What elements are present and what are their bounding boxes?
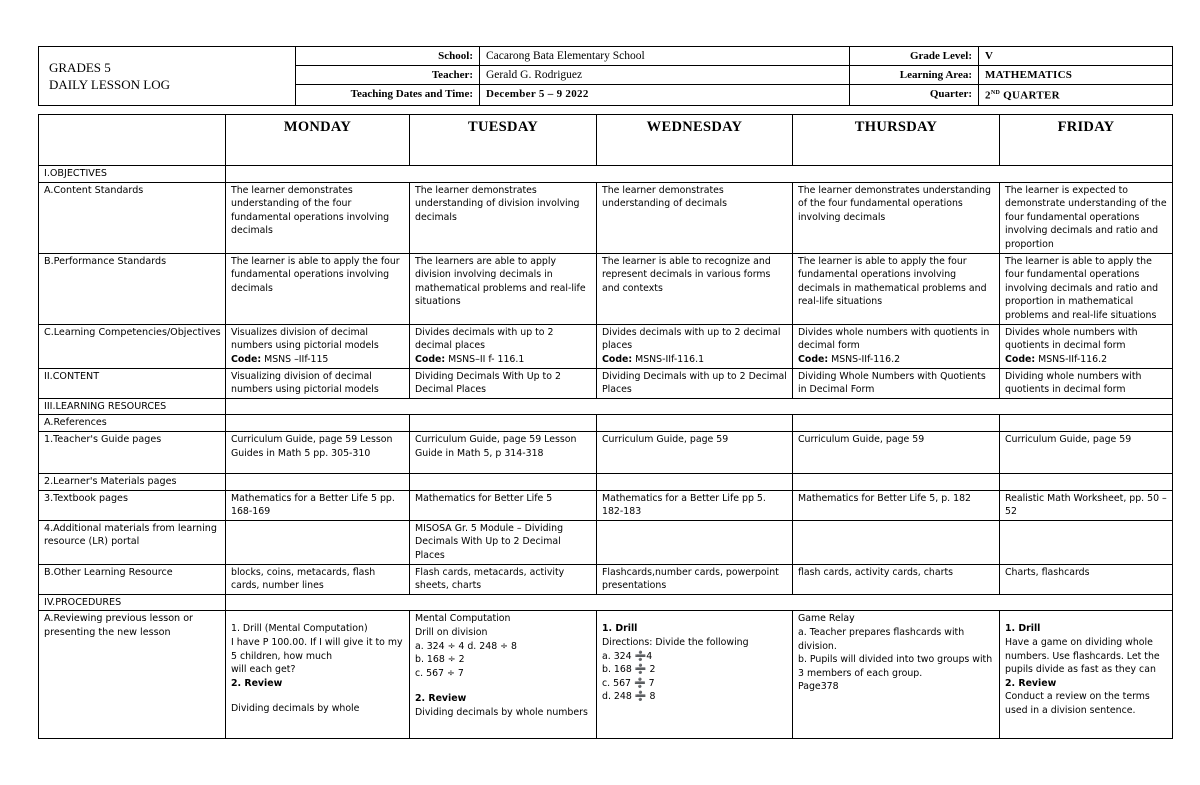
cell-wednesday: The learner demonstrates understanding of decimals xyxy=(597,182,793,253)
cell-friday: The learner is expected to demonstrate understanding of the four fundamental operations involving decimals and ratio and proportion xyxy=(1000,182,1173,253)
dates-value: December 5 – 9 2022 xyxy=(480,85,850,106)
title-line1: GRADES 5 xyxy=(49,59,111,75)
day-wednesday: WEDNESDAY xyxy=(597,115,793,166)
school-value: Cacarong Bata Elementary School xyxy=(480,47,850,66)
row-label: C.Learning Competencies/Objectives xyxy=(39,324,226,368)
cell-friday xyxy=(1000,520,1173,564)
code-value: MSNS–II f- 116.1 xyxy=(448,353,525,365)
row-label: 1.Teacher's Guide pages xyxy=(39,431,226,473)
cell-monday: Curriculum Guide, page 59 Lesson Guides in Math 5 pp. 305-310 xyxy=(226,431,410,473)
competency-text: Divides whole numbers with quotients in decimal form xyxy=(798,326,990,352)
cell-monday xyxy=(226,324,410,368)
review-heading: 2. Review xyxy=(415,693,467,705)
procedures-heading: IV.PROCEDURES xyxy=(39,594,226,611)
cell-friday: The learner is able to apply the four fundamental operations involving decimals and ratio and proportion in mathematical problems and real-life situations xyxy=(1000,253,1173,324)
cell-thursday: Mathematics for Better Life 5, p. 182 xyxy=(793,490,1000,520)
game-step: a. Teacher prepares flashcards with division. xyxy=(798,626,965,652)
competency-text: Visualizes division of decimal numbers using pictorial models xyxy=(231,326,379,352)
quarter-num: 2 xyxy=(985,89,991,102)
competencies-row xyxy=(39,324,1173,368)
cell-wednesday: Mathematics for a Better Life pp 5. 182-183 xyxy=(597,490,793,520)
code-label: Code: xyxy=(1005,353,1036,365)
quarter-label: Quarter: xyxy=(850,85,979,106)
dates-label: Teaching Dates and Time: xyxy=(296,85,480,106)
additional-materials-row xyxy=(39,520,1173,564)
game-page: Page378 xyxy=(798,681,839,693)
code-label: Code: xyxy=(231,353,262,365)
cell-tuesday xyxy=(410,324,597,368)
cell-thursday: flash cards, activity cards, charts xyxy=(793,564,1000,594)
content-standards-row xyxy=(39,182,1173,253)
drill-item: b. 168 ÷ 2 xyxy=(415,654,465,666)
game-step: b. Pupils will divided into two groups with 3 members of each group. xyxy=(798,654,993,679)
teacher-value: Gerald G. Rodriguez xyxy=(480,66,850,85)
textbook-row xyxy=(39,490,1173,520)
row-label: II.CONTENT xyxy=(39,368,226,398)
review-heading: 2. Review xyxy=(231,677,283,689)
grade-label: Grade Level: xyxy=(850,47,979,66)
learners-materials-row xyxy=(39,473,1173,490)
cell-monday: The learner is able to apply the four fundamental operations involving decimals xyxy=(226,253,410,324)
teachers-guide-row xyxy=(39,431,1173,473)
review-text: Dividing decimals by whole xyxy=(231,703,360,715)
row-label: A.References xyxy=(39,415,226,432)
competency-code xyxy=(1005,353,1168,367)
drill-item: a. 324 ➗4 xyxy=(602,650,653,662)
cell-wednesday: Flashcards,number cards, powerpoint presentations xyxy=(597,564,793,594)
day-tuesday: TUESDAY xyxy=(410,115,597,166)
drill-item: c. 567 ÷ 7 xyxy=(415,667,464,679)
code-value: MSNS-IIf-116.1 xyxy=(635,353,705,365)
quarter-word: QUARTER xyxy=(1003,89,1060,102)
cell-tuesday: The learners are able to apply division involving decimals in mathematical problems and real-life situations xyxy=(410,253,597,324)
review-text: Dividing decimals by whole numbers xyxy=(415,706,588,718)
competency-text: Divides decimals with up to 2 decimal places xyxy=(415,326,554,352)
cell-thursday xyxy=(793,520,1000,564)
drill-item: c. 567 ➗ 7 xyxy=(602,677,655,689)
cell-tuesday: MISOSA Gr. 5 Module – Dividing Decimals With Up to 2 Decimal Places xyxy=(410,520,597,564)
cell-friday: Charts, flashcards xyxy=(1000,564,1173,594)
cell-thursday: The learner is able to apply the four fundamental operations involving decimals in mathematical problems and real-life situations xyxy=(793,253,1000,324)
cell-friday xyxy=(1000,611,1173,739)
competency-text: Divides whole numbers with quotients in decimal form xyxy=(1005,326,1138,352)
day-friday: FRIDAY xyxy=(1000,115,1173,166)
row-label: 3.Textbook pages xyxy=(39,490,226,520)
cell-tuesday: The learner demonstrates understanding of division involving decimals xyxy=(410,182,597,253)
quarter-sup: ND xyxy=(990,90,1001,96)
objectives-section-row xyxy=(39,166,1173,183)
competency-code xyxy=(798,353,995,367)
code-value: MSNS-IIf-116.2 xyxy=(831,353,901,365)
cell-thursday xyxy=(793,324,1000,368)
cell-tuesday: Flash cards, metacards, activity sheets, charts xyxy=(410,564,597,594)
reviewing-row xyxy=(39,611,1173,739)
row-label: 2.Learner's Materials pages xyxy=(39,473,226,490)
drill-item: b. 168 ➗ 2 xyxy=(602,664,656,676)
cell-friday: Realistic Math Worksheet, pp. 50 – 52 xyxy=(1000,490,1173,520)
drill-text: will each get? xyxy=(231,664,296,676)
objectives-heading: I.OBJECTIVES xyxy=(39,166,226,183)
cell-wednesday: The learner is able to recognize and represent decimals in various forms and contexts xyxy=(597,253,793,324)
competency-code xyxy=(415,353,592,367)
cell-thursday: Dividing Whole Numbers with Quotients in Decimal Form xyxy=(793,368,1000,398)
code-value: MSNS-IIf-116.2 xyxy=(1038,353,1108,365)
lesson-log-table xyxy=(38,114,1173,739)
drill-heading: 1. Drill xyxy=(1005,623,1041,635)
competency-code xyxy=(231,353,405,367)
code-label: Code: xyxy=(602,353,633,365)
cell-wednesday: Dividing Decimals with up to 2 Decimal Places xyxy=(597,368,793,398)
cell-monday: The learner demonstrates understanding of the four fundamental operations involving decimals xyxy=(226,182,410,253)
drill-item: a. 324 ÷ 4 d. 248 ÷ 8 xyxy=(415,640,517,652)
performance-standards-row xyxy=(39,253,1173,324)
drill-item: d. 248 ➗ 8 xyxy=(602,691,656,703)
code-label: Code: xyxy=(415,353,446,365)
drill-text: Have a game on dividing whole numbers. Use flashcards. Let the pupils divide as fast as they can xyxy=(1005,636,1160,676)
cell-monday xyxy=(226,520,410,564)
day-header-row xyxy=(39,115,1173,166)
row-label: 4.Additional materials from learning resource (LR) portal xyxy=(39,520,226,564)
cell-thursday: Curriculum Guide, page 59 xyxy=(793,431,1000,473)
drill-text: Directions: Divide the following xyxy=(602,636,749,648)
grade-value: V xyxy=(979,47,1173,66)
content-row xyxy=(39,368,1173,398)
cell-wednesday xyxy=(597,324,793,368)
row-label: A.Content Standards xyxy=(39,182,226,253)
corner-cell xyxy=(39,115,226,166)
row-label: B.Performance Standards xyxy=(39,253,226,324)
drill-heading: Mental Computation xyxy=(415,613,511,625)
title-line2: DAILY LESSON LOG xyxy=(49,76,170,92)
school-label: School: xyxy=(296,47,480,66)
cell-monday xyxy=(226,611,410,739)
review-text: Conduct a review on the terms used in a division sentence. xyxy=(1005,691,1150,716)
row-label: A.Reviewing previous lesson or presenting the new lesson xyxy=(39,611,226,739)
cell-friday: Curriculum Guide, page 59 xyxy=(1000,431,1173,473)
header-table xyxy=(38,46,1173,106)
competency-code xyxy=(602,353,788,367)
references-row xyxy=(39,415,1173,432)
cell-friday: Dividing whole numbers with quotients in decimal form xyxy=(1000,368,1173,398)
cell-tuesday: Curriculum Guide, page 59 Lesson Guide in Math 5, p 314-318 xyxy=(410,431,597,473)
procedures-section-row xyxy=(39,594,1173,611)
cell-monday: blocks, coins, metacards, flash cards, number lines xyxy=(226,564,410,594)
day-thursday: THURSDAY xyxy=(793,115,1000,166)
resources-heading: III.LEARNING RESOURCES xyxy=(39,398,226,415)
quarter-value xyxy=(979,85,1173,106)
cell-wednesday xyxy=(597,611,793,739)
code-value: MSNS –IIf-115 xyxy=(264,353,329,365)
area-label: Learning Area: xyxy=(850,66,979,85)
drill-heading: 1. Drill (Mental Computation) xyxy=(231,623,368,635)
cell-tuesday: Mathematics for Better Life 5 xyxy=(410,490,597,520)
drill-text: I have P 100.00. If I will give it to my 5 children, how much xyxy=(231,636,403,662)
day-monday: MONDAY xyxy=(226,115,410,166)
area-value: MATHEMATICS xyxy=(979,66,1173,85)
cell-tuesday xyxy=(410,611,597,739)
cell-thursday: The learner demonstrates understanding of the four fundamental operations involving decimals xyxy=(793,182,1000,253)
code-label: Code: xyxy=(798,353,829,365)
other-resources-row xyxy=(39,564,1173,594)
log-title xyxy=(39,47,296,106)
cell-monday: Visualizing division of decimal numbers using pictorial models xyxy=(226,368,410,398)
cell-thursday xyxy=(793,611,1000,739)
cell-wednesday xyxy=(597,520,793,564)
cell-monday: Mathematics for a Better Life 5 pp. 168-169 xyxy=(226,490,410,520)
cell-friday xyxy=(1000,324,1173,368)
drill-text: Drill on division xyxy=(415,626,488,638)
row-label: B.Other Learning Resource xyxy=(39,564,226,594)
cell-wednesday: Curriculum Guide, page 59 xyxy=(597,431,793,473)
cell-tuesday: Dividing Decimals With Up to 2 Decimal Places xyxy=(410,368,597,398)
resources-section-row xyxy=(39,398,1173,415)
review-heading: 2. Review xyxy=(1005,677,1057,689)
drill-heading: 1. Drill xyxy=(602,623,638,635)
game-heading: Game Relay xyxy=(798,613,855,625)
competency-text: Divides decimals with up to 2 decimal places xyxy=(602,326,781,352)
teacher-label: Teacher: xyxy=(296,66,480,85)
